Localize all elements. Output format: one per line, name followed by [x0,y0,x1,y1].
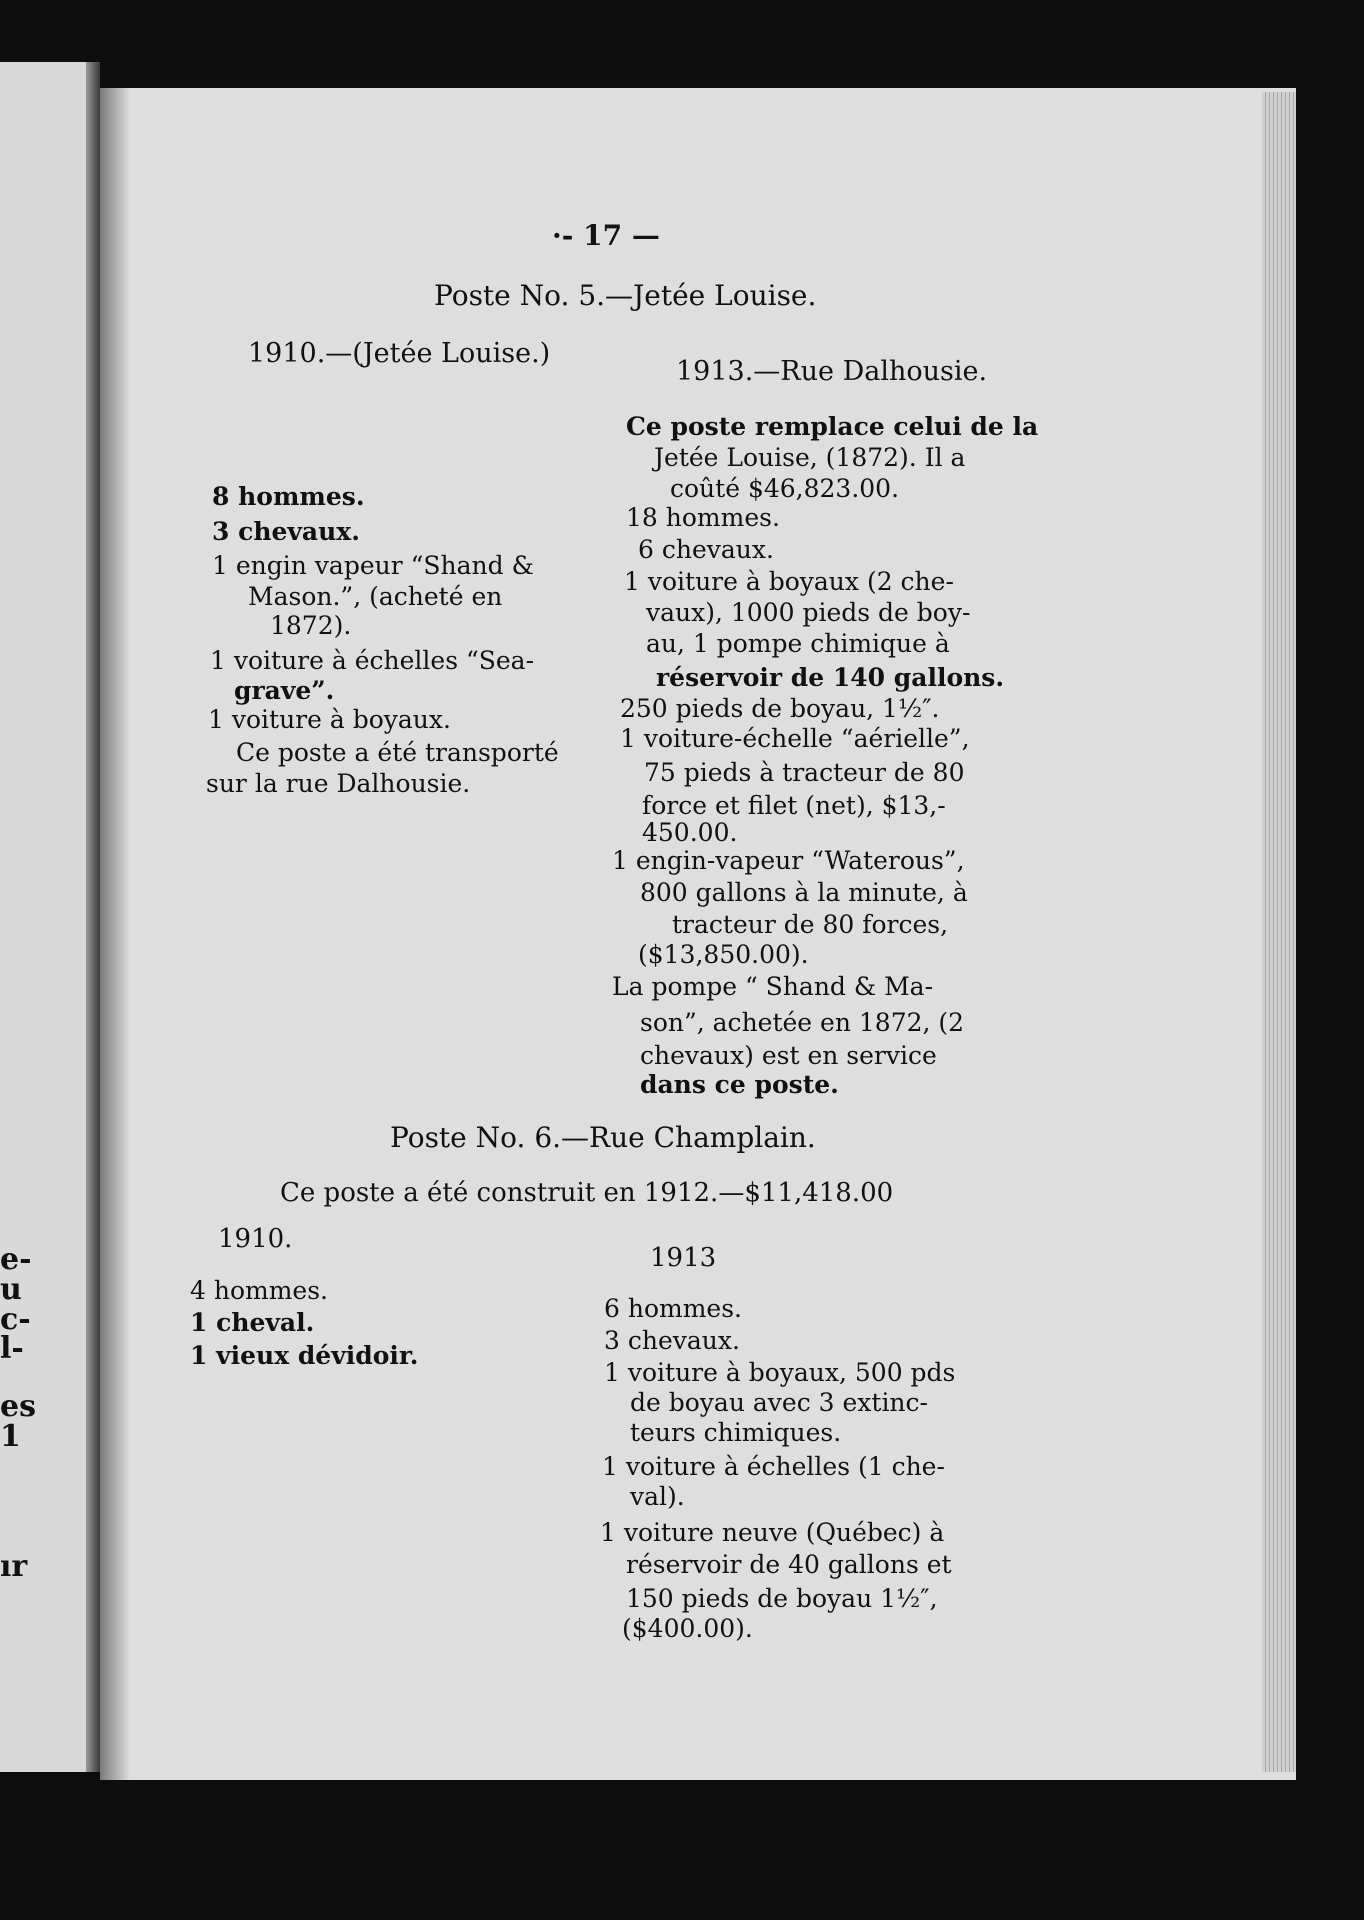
poste5-col2-line: La pompe “ Shand & Ma- [612,972,934,1001]
poste6-col2-line: de boyau avec 3 extinc- [630,1388,928,1417]
poste5-col1-line: 1872). [270,611,352,640]
poste6-col1-line: 1 cheval. [190,1308,315,1337]
poste5-col1-line: sur la rue Dalhousie. [206,769,471,798]
poste5-col2-line: au, 1 pompe chimique à [646,629,950,658]
poste5-col2-line: 250 pieds de boyau, 1½″. [620,694,940,723]
poste6-col1-heading: 1910. [218,1224,293,1254]
poste5-col1-line: Mason.”, (acheté en [248,582,503,611]
page-edges [1262,92,1296,1772]
poste5-col2-line: 75 pieds à tracteur de 80 [644,758,965,787]
poste5-col2-line: 1 voiture à boyaux (2 che- [624,567,954,596]
poste5-col2-line: dans ce poste. [640,1070,839,1099]
poste5-col2-line: vaux), 1000 pieds de boy- [646,598,971,627]
poste6-col1-line: 1 vieux dévidoir. [190,1341,419,1370]
poste5-col1-line: 3 chevaux. [212,517,360,546]
poste5-col1-line: 1 voiture à boyaux. [208,705,451,734]
poste6-col2-line: 3 chevaux. [604,1326,740,1355]
poste5-col1-line: 1 engin vapeur “Shand & [212,551,534,580]
poste6-col2-line: 1 voiture à boyaux, 500 pds [604,1358,956,1387]
poste6-col2-line: val). [630,1482,685,1511]
poste6-col2-line: 150 pieds de boyau 1½″, [626,1584,938,1613]
poste5-col2-line: 18 hommes. [626,503,780,532]
poste6-col1-line: 4 hommes. [190,1276,328,1305]
left-page-fragment: l- [0,1331,24,1366]
poste6-col2-line: ($400.00). [622,1614,753,1643]
page-shadow [100,88,130,1780]
poste5-col2-line: Jetée Louise, (1872). Il a [654,443,966,472]
poste5-title: Poste No. 5.—Jetée Louise. [434,279,817,312]
poste6-title: Poste No. 6.—Rue Champlain. [390,1121,816,1154]
poste5-col2-line: 1 voiture-échelle “aérielle”, [620,724,970,753]
poste6-col2-line: réservoir de 40 gallons et [626,1550,952,1579]
poste5-col2-line: ($13,850.00). [638,940,809,969]
poste5-col1-line: Ce poste a été transporté [236,738,559,767]
poste6-subtitle: Ce poste a été construit en 1912.—$11,418.00 [280,1178,894,1208]
page-number: ·- 17 — [552,219,660,252]
poste5-col1-line: grave”. [234,676,335,705]
left-page-fragment: ır [0,1549,28,1584]
poste5-col2-line: Ce poste remplace celui de la [626,412,1039,441]
poste5-col2-line: tracteur de 80 forces, [672,910,949,939]
poste5-col2-line: force et filet (net), $13,- [642,791,946,820]
poste5-col2-line: chevaux) est en service [640,1041,937,1070]
poste5-col1-heading: 1910.—(Jetée Louise.) [248,338,551,369]
poste6-col2-line: 1 voiture neuve (Québec) à [600,1518,945,1547]
poste5-col2-line: 1 engin-vapeur “Waterous”, [612,846,965,875]
poste5-col2-line: 450.00. [642,818,738,847]
poste5-col2-line: 6 chevaux. [638,535,774,564]
poste6-col2-line: teurs chimiques. [630,1418,842,1447]
left-page-fragment: c- [0,1302,31,1337]
poste5-col1-line: 8 hommes. [212,482,365,511]
poste5-col2-line: réservoir de 140 gallons. [656,663,1005,692]
poste5-col2-heading: 1913.—Rue Dalhousie. [676,356,988,387]
poste6-col2-line: 6 hommes. [604,1294,742,1323]
left-page-fragment: es [0,1389,36,1424]
poste5-col2-line: coûté $46,823.00. [670,474,900,503]
poste5-col2-line: son”, achetée en 1872, (2 [640,1008,965,1037]
left-page-fragment: u [0,1272,22,1307]
left-page-fragment: 1 [0,1419,21,1454]
poste6-col2-line: 1 voiture à échelles (1 che- [602,1452,945,1481]
poste5-col2-line: 800 gallons à la minute, à [640,878,968,907]
page-gutter [86,62,100,1772]
left-page-fragment: e- [0,1242,32,1277]
poste5-col1-line: 1 voiture à échelles “Sea- [210,646,535,675]
poste6-col2-heading: 1913 [650,1243,717,1273]
left-facing-page [0,62,100,1772]
